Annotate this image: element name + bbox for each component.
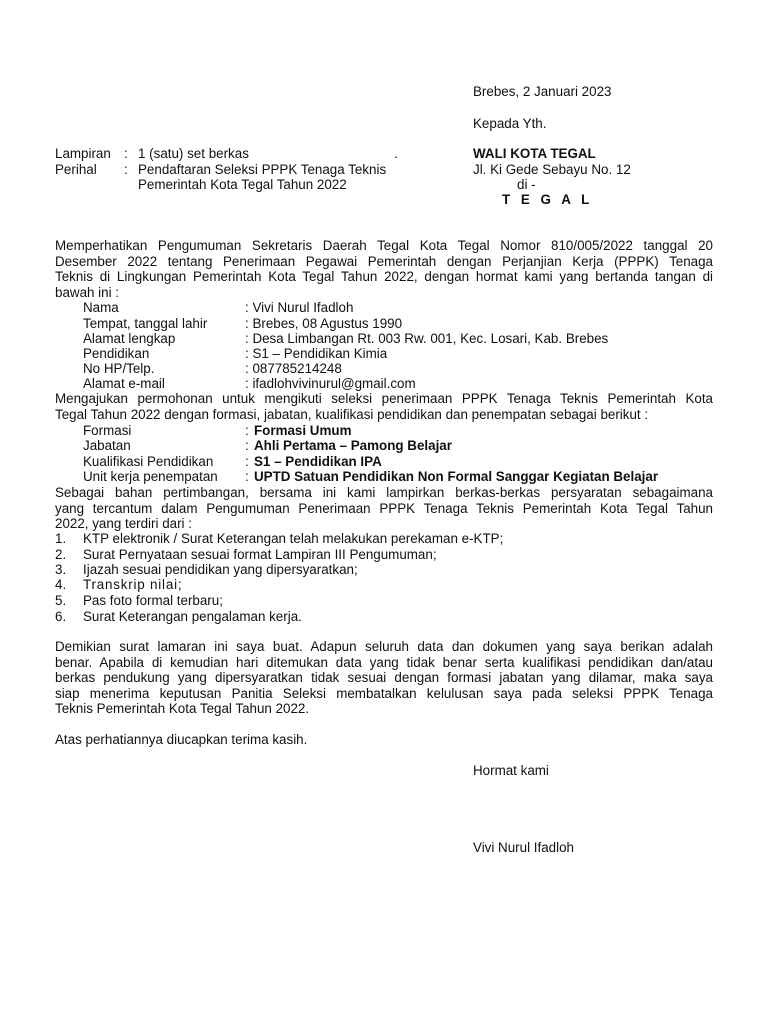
attach-intro-line-1: Sebagai bahan pertimbangan, bersama ini kami lampirkan berkas-berkas persyaratan sebagaimana [55, 485, 713, 500]
closing-line-4: siap menerima keputusan Panitia Seleksi membatalkan kelulusan saya pada seleksi PPPK Tenaga [55, 686, 713, 701]
intro-line-1: Memperhatikan Pengumuman Sekretaris Daerah Tegal Kota Tegal Nomor 810/005/2022 tanggal 20 [55, 238, 713, 253]
attachment-text: Ijazah sesuai pendidikan yang dipersyaratkan; [83, 562, 358, 577]
perihal-line-2: Pemerintah Kota Tegal Tahun 2022 [138, 177, 347, 192]
attachment-text: KTP elektronik / Surat Keterangan telah melakukan perekaman e-KTP; [83, 531, 504, 546]
personal-label: Nama [83, 300, 119, 315]
attachment-text: Pas foto formal terbaru; [83, 593, 223, 608]
recipient-address: Jl. Ki Gede Sebayu No. 12 [473, 162, 631, 177]
intro-line-2: Desember 2022 tentang Penerimaan Pegawai Pemerintah dengan Perjanjian Kerja (PPPK) Tenaga [55, 254, 713, 269]
position-label: Unit kerja penempatan [83, 469, 218, 484]
attachment-number: 2. [55, 547, 67, 562]
lampiran-dot: . [394, 146, 398, 161]
lampiran-label: Lampiran [55, 146, 111, 161]
perihal-label: Perihal [55, 162, 97, 177]
to-label: Kepada Yth. [473, 116, 547, 131]
position-value: UPTD Satuan Pendidikan Non Formal Sanggar Kegiatan Belajar [254, 469, 659, 484]
intro-line-4: bawah ini : [55, 285, 120, 300]
place-date: Brebes, 2 Januari 2023 [473, 84, 612, 99]
attachment-number: 3. [55, 562, 67, 577]
recipient-di: di - [517, 177, 536, 192]
attachment-number: 1. [55, 531, 67, 546]
attachment-number: 5. [55, 593, 67, 608]
position-colon: : [245, 454, 249, 469]
personal-value: : ifadlohvivinurul@gmail.com [245, 376, 416, 391]
personal-label: Alamat lengkap [83, 331, 176, 346]
personal-value: : Desa Limbangan Rt. 003 Rw. 001, Kec. Losari, Kab. Brebes [245, 331, 609, 346]
position-value: Formasi Umum [254, 423, 352, 438]
personal-label: Alamat e-mail [83, 376, 165, 391]
recipient: WALI KOTA TEGAL [473, 146, 596, 161]
attachment-text: Surat Pernyataan sesuai format Lampiran III Pengumuman; [83, 547, 437, 562]
attachment-text: Surat Keterangan pengalaman kerja. [83, 609, 302, 624]
personal-value: : Vivi Nurul Ifadloh [245, 300, 354, 315]
signature-name: Vivi Nurul Ifadloh [473, 840, 574, 855]
position-label: Jabatan [83, 438, 131, 453]
attach-intro-line-2: yang tercantum dalam Pengumuman Penerimaan PPPK Tenaga Teknis Pemerintah Kota Tegal Tahun [55, 501, 713, 516]
position-colon: : [245, 438, 249, 453]
attachment-number: 6. [55, 609, 67, 624]
attachment-text: Transkrip nilai; [83, 577, 183, 592]
position-value: Ahli Pertama – Pamong Belajar [254, 438, 452, 453]
attach-intro-line-3: 2022, yang terdiri dari : [55, 516, 192, 531]
personal-value: : S1 – Pendidikan Kimia [245, 346, 388, 361]
recipient-city: T E G A L [502, 192, 593, 207]
personal-label: No HP/Telp. [83, 361, 155, 376]
position-colon: : [245, 423, 249, 438]
perihal-line-1: Pendaftaran Seleksi PPPK Tenaga Teknis [138, 162, 387, 177]
intro-line-3: Teknis di Lingkungan Pemerintah Kota Tegal Tahun 2022, dengan hormat kami yang bertanda tangan di [55, 269, 713, 284]
personal-value: : 087785214248 [245, 361, 342, 376]
closing-line-3: berkas pendukung yang dipersyaratkan tidak sesuai dengan formasi jabatan yang dilamar, maka saya [55, 670, 713, 685]
thanks-text: Atas perhatiannya diucapkan terima kasih. [55, 732, 308, 747]
personal-label: Tempat, tanggal lahir [83, 316, 208, 331]
closing-line-5: Teknis Pemerintah Kota Tegal Tahun 2022. [55, 701, 310, 716]
signature-regards: Hormat kami [473, 763, 549, 778]
perihal-colon: : [124, 162, 128, 177]
position-label: Kualifikasi Pendidikan [83, 454, 214, 469]
attachment-number: 4. [55, 577, 67, 592]
lampiran-value: 1 (satu) set berkas [138, 146, 249, 161]
position-colon: : [245, 469, 249, 484]
lampiran-colon: : [124, 146, 128, 161]
position-label: Formasi [83, 423, 132, 438]
request-line-1: Mengajukan permohonan untuk mengikuti seleksi penerimaan PPPK Tenaga Teknis Pemerintah Kota [55, 391, 713, 406]
request-line-2: Tegal Tahun 2022 dengan formasi, jabatan, kualifikasi pendidikan dan penempatan sebagai berikut : [55, 407, 649, 422]
personal-label: Pendidikan [83, 346, 150, 361]
closing-line-2: benar. Apabila di kemudian hari ditemukan data yang tidak benar serta kualifikasi pendidikan dan/atau [55, 655, 713, 670]
closing-line-1: Demikian surat lamaran ini saya buat. Adapun seluruh data dan dokumen yang saya berikan adalah [55, 639, 713, 654]
position-value: S1 – Pendidikan IPA [254, 454, 382, 469]
personal-value: : Brebes, 08 Agustus 1990 [245, 316, 403, 331]
